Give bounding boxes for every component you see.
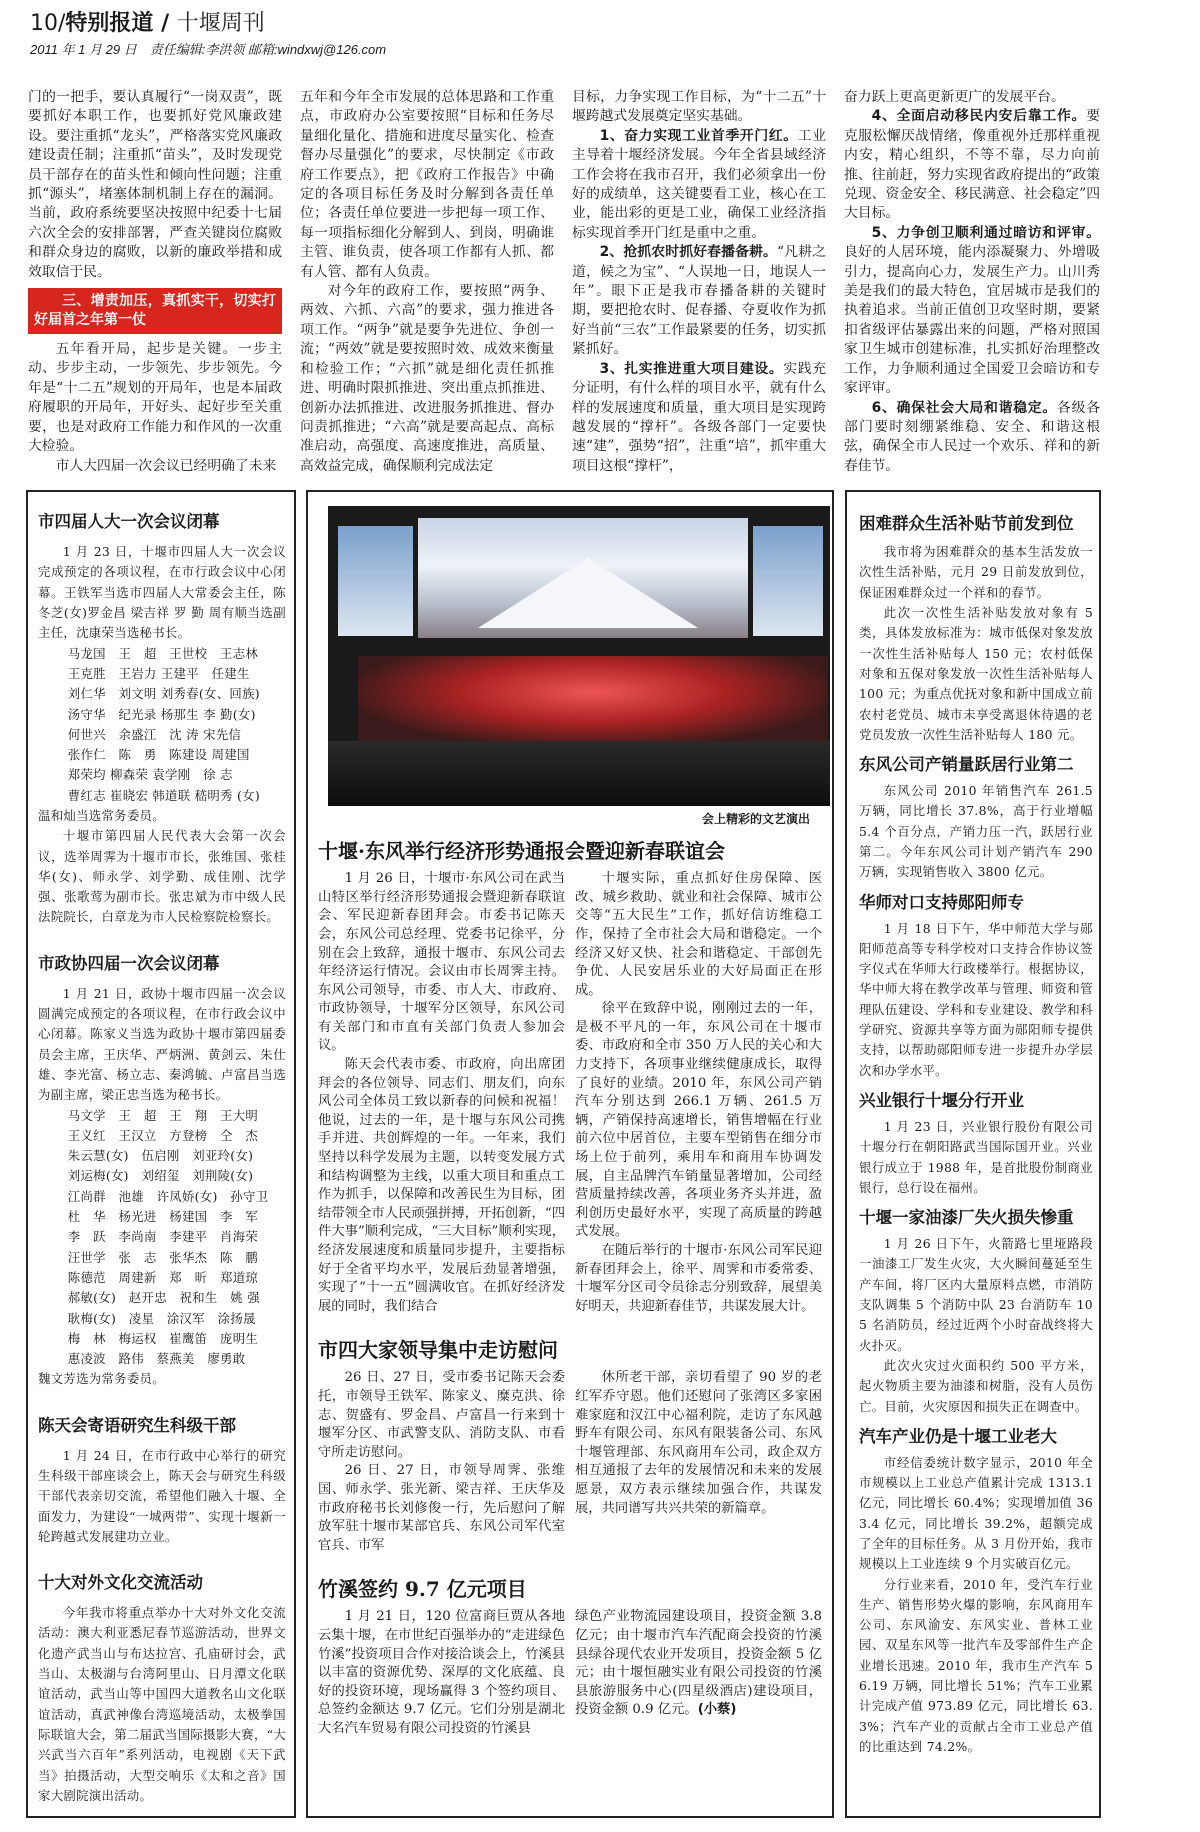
paragraph	[844, 88, 1100, 107]
numbered-lead: 5、力争创卫顺利通过暗访和评审。	[871, 224, 1100, 241]
paragraph: 五年和今年全市发展的总体思路和工作重点，市政府办公室要按照“目标和任务尽量细化量化、措施和进度尽量实化、检查督办尽量强化”的要求，尽快制定《市政府工作要点》，把《政府工作报告》中确定的各项目标任务及时分解到各责任单位；各责任单位要进一步把每一项工作、每一项指标细化分解到人、到岗，明确谁主管、谁负责，使各项工作都有人抓、都有人管、都有人负责。	[300, 89, 554, 280]
center-news-box	[306, 490, 834, 1818]
paragraph: 郑荣均 柳森荣 袁学刚 徐 志	[67, 767, 233, 783]
article-title: 十堰·东风举行经济形势通报会暨迎新春联谊会	[318, 839, 725, 864]
performance-photo	[328, 506, 830, 806]
top-column-2	[300, 88, 554, 476]
paragraph	[572, 243, 826, 359]
paragraph: 市经信委统计数字显示，2010 年全市规模以上工业总产值累计完成 1313.1 亿元，同比增长 60.4%；实现增加值 363.4 亿元，同比增长 39.2%，超额完成了全年的目标任务。从 3 月份开始，我市规模以上工业连续 9 个月实破百亿元。	[859, 1454, 1093, 1572]
article-title: 市四届人大一次会议闭幕	[38, 512, 220, 532]
paragraph: 1 月 18 日下午，华中师范大学与郧阳师范高等专科学校对口支持合作协议签字仪式在华师大行政楼举行。根据协议，华中师大将在教学改革与管理、师资和管理队伍建设、学科和专业建设、教学和科学研究、资源共享等方面为郧阳师专提供支持，以帮助郧阳师专进一步提升办学层次和办学水平。	[859, 920, 1093, 1078]
news-item	[859, 1204, 1093, 1417]
paragraph	[844, 399, 1100, 477]
article-title: 陈天会寄语研究生科级干部	[38, 1415, 236, 1435]
stage-screen	[418, 518, 748, 638]
article-title: 十堰一家油漆厂失火损失惨重	[859, 1208, 1074, 1228]
paragraph: 五年看开局，起步是关键。一步主动、步步主动，一步领先、步步领先。今年是“十二五”规划的开局年，也是本届政府履职的开局年，开好头、起好步至关重要，也是对政府工作能力和作风的一次重大检验。	[28, 341, 282, 455]
paragraph: 东风公司 2010 年销售汽车 261.5 万辆，同比增长 37.8%，高于行业增幅 5.4 个百分点，产销力压一汽，跃居行业第二。今年东风公司计划产销汽车 290 万辆，实现销售收入 3800 亿元。	[859, 783, 1093, 880]
paragraph	[844, 107, 1100, 223]
numbered-lead: 6、确保社会大局和谐稳定。	[871, 399, 1058, 416]
news-item	[38, 508, 286, 928]
article-title: 竹溪签约 9.7 亿元项目	[318, 1577, 527, 1602]
paragraph: 刘仁华 刘文明 刘秀春(女、回族)	[67, 686, 260, 702]
paragraph: 魏文芳选为常务委员。	[38, 1371, 165, 1387]
paragraph: 在随后举行的十堰市·东风公司军民迎新春团拜会上，徐平、周霁和市委常委、十堰军分区司令员徐志分别致辞，展望美好明天，共迎新春佳节，共谋发展大计。	[575, 1243, 822, 1314]
paragraph: 1 月 21 日，120 位富商巨贾从各地云集十堰，在市世纪百强举办的“走进绿色竹溪”投资项目合作对接洽谈会上，竹溪县以丰富的资源优势、深厚的文化底蕴、良好的投资环境，现场赢得 3 个签约项目、总签约金额达 9.7 亿元。它们分别是湖北大名汽车贸易有限公司投资的竹溪县	[318, 1609, 565, 1736]
paragraph: 此次火灾过火面积约 500 平方米，起火物质主要为油漆和树脂，没有人员伤亡。目前，火灾原因和损失正在调查中。	[859, 1357, 1093, 1414]
news-item	[859, 889, 1093, 1081]
article-title: 华师对口支持郧阳师专	[859, 892, 1024, 912]
news-item	[38, 1569, 286, 1806]
news-item	[859, 751, 1093, 882]
paragraph: 26 日、27 日，受市委书记陈天会委托，市领导王铁军、陈家义、糜克洪、徐志、贺盛有、罗金昌、卢富昌一行来到十堰军分区、市武警支队、消防支队、市看守所走访慰问。	[318, 1370, 565, 1460]
paragraph: 朱云慧(女) 伍启刚 刘亚玲(女)	[67, 1148, 254, 1164]
paragraph: 徐平在致辞中说，刚刚过去的一年，是极不平凡的一年，东风公司在十堰市委、市政府和全市 350 万人民的关心和大力支持下，各项事业继续健康成长，取得了良好的业绩。2010 年，东风公司产销汽车分别达到 266.1 万辆、261.5 万辆，产销保持高速增长，销售增幅在行业前六位中居首位，主要车型销售在细分市场上位于前列，乘用车和商用车协调发展，自主品牌汽车销量显著增加，公司经营质量持续改善，各项业务齐头并进，盈利创历史最好水平，实现了高质量的跨越式发展。	[575, 1001, 822, 1240]
top-column-1	[28, 88, 282, 476]
article-title: 十大对外文化交流活动	[38, 1573, 203, 1593]
paragraph: 今年我市将重点举办十大对外文化交流活动：澳大利亚悉尼春节巡游活动，世界文化遗产武当山与布达拉宫、孔庙研讨会，武当山、太极湖与台湾阿里山、日月潭文化联谊活动，武当山等中国四大道教名山文化联谊活动，真武神像台湾巡境活动，太极拳国际联谊大会，第二届武当国际摄影大赛，“大兴武当六百年”系列活动，电视剧《天下武当》拍摄活动，大型交响乐《太和之音》国家大剧院演出活动。	[38, 1605, 286, 1803]
paragraph: 十堰市第四届人民代表大会第一次会议，选举周霁为十堰市市长，张维国、张桂华(女)、师永学、刘学勤、成佳刚、沈学强、张歌莺为副市长。张忠斌为市中级人民法院院长，白章龙为市人民检察院检察长。	[38, 828, 286, 925]
paragraph: 汤守华 纪光录 杨那生 李 勤(女)	[67, 706, 256, 722]
news-item	[38, 950, 286, 1390]
article-title: 市四大家领导集中走访慰问	[318, 1338, 558, 1363]
paragraph: 郝敏(女) 赵开忠 祝和生 姚 强	[67, 1290, 260, 1306]
paragraph	[844, 224, 1100, 399]
paragraph: 汪世学 张 志 张华杰 陈 鹏	[67, 1249, 259, 1265]
paragraph: 绿色产业物流园建设项目，投资金额 3.8 亿元；由十堰市汽车汽配商会投资的竹溪县绿谷现代农业开发项目，投资金额 5 亿元；由十堰恒融实业有限公司投资的竹溪县旅游服务中心(四星级酒店)建设项目，投资金额 0.9 亿元。	[575, 1609, 822, 1718]
dancers-on-stage	[358, 656, 828, 746]
numbered-lead: 4、全面启动移民内安后靠工作。	[871, 108, 1087, 125]
paragraph: 此次一次性生活补贴发放对象有 5 类，具体发放标准为：城市低保对象发放一次性生活补贴每人 150 元；农村低保对象和五保对象发放一次性生活补贴每人 100 元；为重点优抚对象和新中国成立前农村老党员、城市未享受离退休待遇的老党员发放一次性生活补贴每人 180 元。	[859, 605, 1093, 742]
paragraph: 李 跃 李尚南 李建平 肖海荣	[67, 1229, 259, 1245]
paragraph: 1 月 23 日，兴业银行股份有限公司十堰分行在朝阳路武当国际国开业。兴业银行成立于 1988 年，是首批股份制商业银行，总行设在福州。	[859, 1118, 1093, 1195]
article-title: 困难群众生活补贴节前发到位	[859, 514, 1074, 534]
paragraph: 市人大四届一次会议已经明确了未来	[55, 457, 277, 474]
paragraph-text: “凡耕之道，候之为宝”、“人误地一日，地误人一年”。眼下正是我市春播备耕的关键时期，要把抢农时、促春播、夺夏收作为抓好当前“三农”工作最紧要的任务，切实抓紧抓好。	[572, 244, 826, 358]
paragraph: 马龙国 王 超 王世校 王志林	[67, 645, 259, 661]
article-title: 市政协四届一次会议闭幕	[38, 953, 220, 973]
snow-mountain	[478, 558, 698, 628]
paper-name: 十堰周刊	[176, 11, 265, 36]
article-title: 东风公司产销量跃居行业第二	[859, 755, 1074, 775]
paragraph: 分行业来看，2010 年，受汽车行业生产、销售形势火爆的影响，东风商用车公司、东风渝安、东风实业、普林工业园、双星东风等一批汽车及零部件生产企业增长迅速。2010 年，我市生产汽车 56.19 万辆，同比增长 51%；汽车工业累计完成产值 973.89 亿元，同比增长 63.3%；汽车产业的贡献占全市工业总产值的比重达到 74.2%。	[859, 1576, 1093, 1754]
top-column-4	[844, 88, 1100, 476]
paragraph: 1 月 21 日，政协十堰市四届一次会议圆满完成预定的各项议程，在市行政会议中心闭幕。陈家义当选为政协十堰市第四届委员会主席，王庆华、严炳洲、黄剑云、朱仕雄、李光富、杨立志、秦鸿毓、卢富昌当选为副主席，梁正忠当选为秘书长。	[38, 985, 286, 1103]
paragraph: 1 月 23 日，十堰市四届人大一次会议完成预定的各项议程，在市行政会议中心闭幕。王铁军当选市四届人大常委会主任，陈冬芝(女)罗金昌 梁吉祥 罗 勤 周有顺当选副主任，沈康荣当选秘书长。	[38, 544, 286, 641]
red-subheading: 三、增责加压，真抓实干，切实打好届首之年第一仗	[28, 288, 282, 334]
page-number: 10/	[30, 11, 66, 36]
section-name: 特别报道	[65, 11, 154, 36]
paragraph: 我市将为困难群众的基本生活发放一次性生活补贴，元月 29 日前发放到位，保证困难群众过一个祥和的春节。	[859, 544, 1093, 600]
side-screen	[753, 526, 823, 636]
paragraph	[572, 88, 826, 127]
paragraph: 杜 华 杨光进 杨建国 李 军	[67, 1209, 259, 1225]
paragraph: 梅 林 梅运权 崔鹰笛 庞明生	[67, 1330, 259, 1346]
paragraph: 陈德范 周建新 郑 昕 郑道琼	[67, 1269, 259, 1285]
paragraph-text: 工业主导着十堰经济发展。今年全省县域经济工作会将在我市召开，我们必须拿出一份好的成绩单，这关键要看工业，核心在工业，能出彩的更是工业，确保工业经济指标实现首季开门红是重中之重。	[572, 127, 826, 241]
paragraph-text: 奋力跃上更高更新更广的发展平台。	[844, 89, 1065, 105]
dateline: 2011 年 1 月 29 日 责任编辑:李洪领 邮箱:windxwj@126.com	[30, 42, 387, 57]
paragraph-text: 目标，力争实现工作目标，为“十二五”十堰跨越式发展奠定坚实基础。	[572, 89, 826, 125]
left-news-box	[26, 490, 296, 1818]
news-item	[859, 1423, 1093, 1757]
article-title: 兴业银行十堰分行开业	[859, 1090, 1024, 1110]
paragraph: 1 月 24 日，在市行政中心举行的研究生科级干部座谈会上，陈天会与研究生科级干部代表亲切交流，希望他们融入十堰、全面发力，为建设“一城两带”、实现十堰新一轮跨越式发展建功立业。	[38, 1447, 286, 1544]
side-screen	[338, 526, 413, 636]
audience	[328, 741, 830, 806]
paragraph: 温和灿当选常务委员。	[38, 807, 165, 823]
paragraph: 何世兴 余盛江 沈 涛 宋先信	[67, 726, 242, 742]
article-visit	[318, 1334, 822, 1555]
masthead	[30, 6, 1200, 37]
paragraph: 曹红志 崔晓宏 韩道联 嵇明秀 (女)	[67, 787, 260, 803]
right-news-box	[845, 490, 1101, 1818]
page-header	[0, 0, 1200, 88]
paragraph: 陈天会代表市委、市政府，向出席团拜会的各位领导、同志们、朋友们，向东风公司全体员工致以新春的问候和祝福！他说，过去的一年，是十堰与东风公司携手并进、共创辉煌的一年。一年来，我们坚持以科学发展为主题，以转变发展方式和结构调整为主线，以重大项目和重点工作为抓手，以保障和改善民生为目标，团结带领全市人民顽强拼搏，开拓创新，“四件大事”顺利完成，“三大目标”顺利实现，经济发展速度和质量同步提升，主要指标好于全省平均水平，发展后劲显著增强，实现了“十一五”圆满收官。在抓好经济发展的同时，我们结合	[318, 1057, 565, 1314]
numbered-lead: 3、扎实推进重大项目建设。	[599, 360, 784, 377]
paragraph: 张作仁 陈 勇 陈建设 周建国	[67, 747, 250, 763]
article-title: 汽车产业仍是十堰工业老大	[859, 1426, 1057, 1446]
paragraph: 门的一把手，要认真履行“一岗双责”，既要抓好本职工作，也要抓好党风廉政建设。要注重抓“龙头”，严格落实党风廉政建设责任制；注重抓“苗头”，及时发现党员干部存在的苗头性和倾向性问题；注重抓“源头”，堵塞体制机制上存在的漏洞。当前，政府系统要坚决按照中纪委十七届六次全会的安排部署，严查关键岗位腐败和群众身边的腐败，以新的廉政举措和成效取信于民。	[28, 89, 282, 280]
paragraph: 耿梅(女) 凌星 涂汉军 涂扬晟	[67, 1310, 256, 1326]
paragraph-text: 实践充分证明，有什么样的项目水平，就有什么样的发展速度和质量，重大项目是实现跨越发展的“撑杆”。各级各部门一定要快速“建”，强势“招”，注重“培”，抓牢重大项目这根“撑杆”，	[572, 360, 826, 474]
numbered-lead: 1、奋力实现工业首季开门红。	[599, 127, 798, 144]
paragraph-text: 各级各部门要时刻绷紧维稳、安全、和谐这根弦，确保全市人民过一个欢乐、祥和的新春佳节。	[844, 399, 1101, 474]
news-item	[859, 1087, 1093, 1198]
news-item	[38, 1412, 286, 1547]
paragraph: 1 月 26 日，十堰市·东风公司在武当山特区举行经济形势通报会暨迎新春联谊会、军民迎新春团拜会。市委书记陈天会，东风公司总经理、党委书记徐平，分别在会上致辞，通报十堰市、东风公司去年经济运行情况。会议由市长周霁主持。东风公司领导，市委、市人大、市政府、市政协领导，十堰军分区领导，东风公司有关部门和市直有关部门负责人参加会议。	[318, 871, 565, 1054]
paragraph: 刘运梅(女) 刘绍玺 刘荆陵(女)	[67, 1168, 254, 1184]
separator: /	[153, 11, 177, 36]
paragraph: 江尚群 池雄 许凤娇(女) 孙守卫	[67, 1188, 269, 1204]
paragraph: 王克胜 王岩力 王建平 任建生	[67, 665, 250, 681]
paragraph	[572, 360, 826, 476]
photo-caption: 会上精彩的文艺演出	[701, 812, 810, 827]
paragraph: 对今年的政府工作，要按照“两争、两效、六抓、六高”的要求，强力推进各项工作。“两争”就是要争先进位、争创一流；“两效”就是要按照时效、成效来衡量和检验工作；“六抓”就是细化责任抓推进、明确时限抓推进、突出重点抓推进、创新办法抓推进、改进服务抓推进、督办问责抓推进；“六高”就是要高起点、高标准启动，高强度、高速度推进，高质量、高效益完成，确保顺利完成法定	[300, 283, 554, 474]
top-column-3	[572, 88, 826, 476]
paragraph: 十堰实际，重点抓好住房保障、医改、城乡救助、就业和社会保障、城市公交等“五大民生”工作，抓好信访维稳工作，保持了全市社会大局和谐稳定。一个经济又好又快、社会和谐稳定、干部创先争优、人民安居乐业的大好局面正在形成。	[575, 871, 822, 998]
paragraph: 1 月 26 日下午，火箭路七里垭路段一油漆工厂发生火灾，大火瞬间蔓延至生产车间，将厂区内大量原料点燃，市消防支队调集 5 个消防中队 23 台消防车 105 名消防员，经过近两个小时奋战终将大火扑灭。	[859, 1236, 1093, 1353]
paragraph: 休所老干部，亲切看望了 90 岁的老红军乔守恩。他们还慰问了张湾区多家困难家庭和汉江中心福利院，走访了东风越野车有限公司、东风有限装备公司、东风十堰管理部、东风商用车公司，政企双方相互通报了去年的发展情况和未来的发展愿景，双方表示继续加强合作，共谋发展，共同谱写共兴共荣的新篇章。	[575, 1370, 822, 1516]
top-editorial	[28, 88, 1100, 476]
byline: (小蔡)	[697, 1702, 737, 1718]
paragraph-text: 良好的人居环境，能内添凝聚力、外增吸引力，提高向心力，发展生产力。山川秀美是我们的最大特色，宜居城市是我们的执着追求。当前正值创卫攻坚时期，要紧扣省级评估暴露出来的问题，严格对照国家卫生城市创建标准，扎实抓好治理整改工作，力争顺利通过全国爱卫会暗访和专家评审。	[844, 244, 1100, 397]
paragraph: 王义红 王汉立 方登榜 仝 杰	[67, 1127, 259, 1143]
article-dongfeng	[318, 835, 822, 1316]
paragraph: 惠凌波 路伟 蔡燕美 廖勇敢	[67, 1351, 246, 1367]
article-zhuxi	[318, 1573, 822, 1738]
paragraph: 26 日、27 日，市领导周霁、张维国、师永学、张光新、梁吉祥、王庆华及市政府秘书长刘修俊一行，先后慰问了解放军驻十堰市某部官兵、东风公司军代室官兵、市军	[318, 1463, 565, 1553]
paragraph: 马文学 王 超 王 翔 王大明	[67, 1107, 259, 1123]
news-boxes	[26, 490, 1200, 1818]
paragraph	[572, 127, 826, 243]
news-item	[859, 510, 1093, 745]
paragraph-text: 要克服松懈厌战情绪，像重视外迁那样重视内安，精心组织，不等不靠，尽力向前推、往前赶，努力实现省政府提出的“政策兑现、资金安全、移民满意、社会稳定”四大目标。	[844, 108, 1100, 222]
numbered-lead: 2、抢抓农时抓好春播备耕。	[599, 244, 778, 261]
